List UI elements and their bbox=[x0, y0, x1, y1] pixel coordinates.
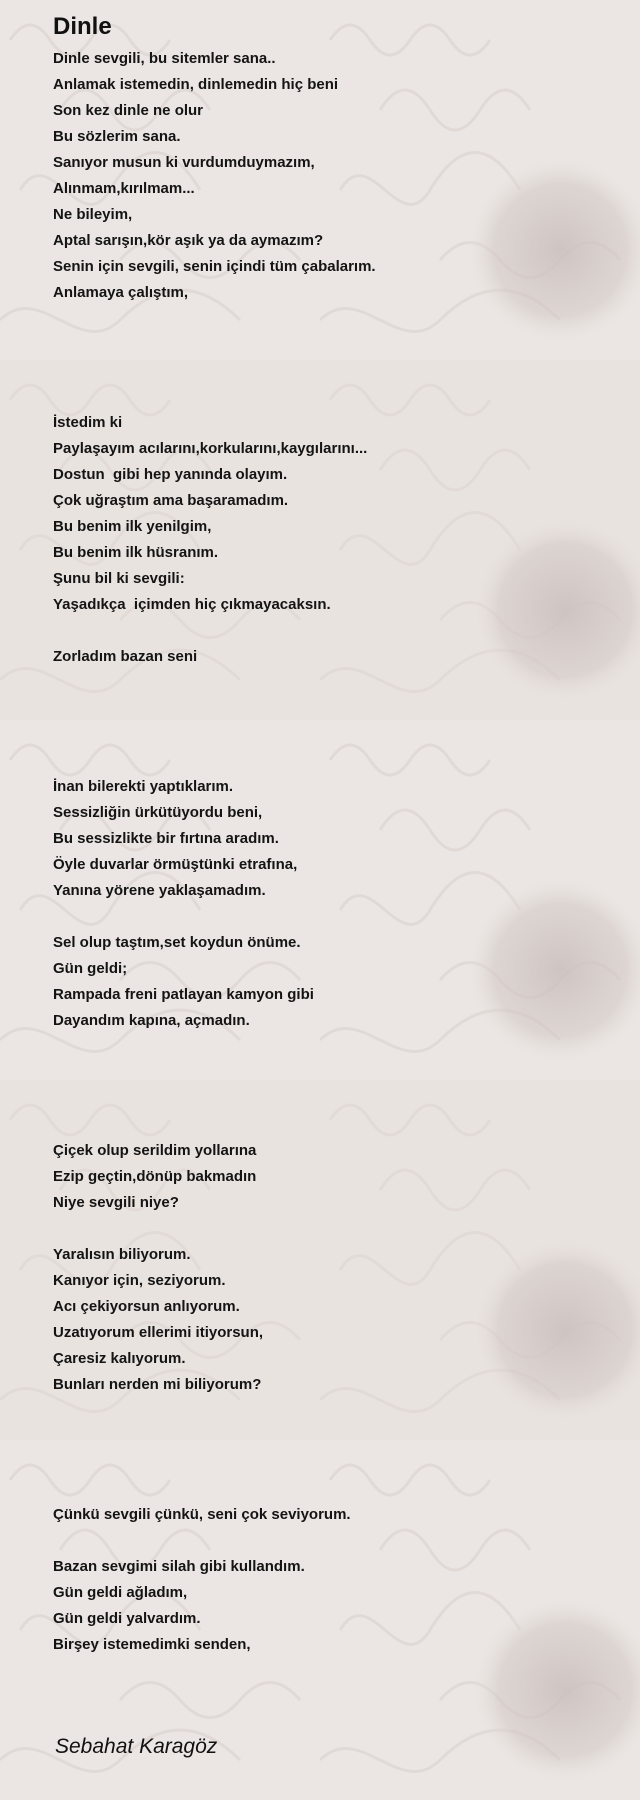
poem-line: Öyle duvarlar örmüştünki etrafına, bbox=[53, 856, 298, 873]
poem-line: Acı çekiyorsun anlıyorum. bbox=[53, 1298, 240, 1315]
poem-line bbox=[53, 306, 613, 332]
poem-line: Ne bileyim, bbox=[53, 206, 133, 223]
poem-line: Çok uğraştım ama başaramadım. bbox=[53, 492, 289, 509]
poem-container bbox=[53, 10, 613, 1658]
poem-line: Aptal sarışın,kör aşık ya da aymazım? bbox=[53, 232, 324, 249]
poem-line: Kanıyor için, seziyorum. bbox=[53, 1272, 226, 1289]
poem-line bbox=[53, 1086, 613, 1112]
poem-line bbox=[53, 748, 613, 774]
poem-line bbox=[53, 1476, 613, 1502]
poem-line bbox=[53, 1060, 613, 1086]
poem-line: Bu sözlerim sana. bbox=[53, 128, 181, 145]
poem-line: Bu sessizlikte bir fırtına aradım. bbox=[53, 830, 279, 847]
poem-line: İstedim ki bbox=[53, 414, 123, 431]
poem-line bbox=[53, 1398, 613, 1424]
poem-line: Rampada freni patlayan kamyon gibi bbox=[53, 986, 314, 1003]
poem-line bbox=[53, 1450, 613, 1476]
poem-line bbox=[53, 618, 613, 644]
poem-line: Sanıyor musun ki vurdumduymazım, bbox=[53, 154, 315, 171]
poem-author: Sebahat Karagöz bbox=[55, 1735, 218, 1758]
poem-line bbox=[53, 670, 613, 696]
poem-line: Anlamaya çalıştım, bbox=[53, 284, 189, 301]
poem-line bbox=[53, 1034, 613, 1060]
poem-line: Çaresiz kalıyorum. bbox=[53, 1350, 186, 1367]
poem-line: Paylaşayım acılarını,korkularını,kaygılarını... bbox=[53, 440, 368, 457]
poem-line: Niye sevgili niye? bbox=[53, 1194, 179, 1211]
poem-line: Çiçek olup serildim yollarına bbox=[53, 1142, 257, 1159]
poem-line: Çünkü sevgili çünkü, seni çok seviyorum. bbox=[53, 1506, 351, 1523]
poem-line: Dostun gibi hep yanında olayım. bbox=[53, 466, 288, 483]
poem-line: Sel olup taştım,set koydun önüme. bbox=[53, 934, 301, 951]
poem-line bbox=[53, 696, 613, 722]
poem-title: Dinle bbox=[53, 13, 112, 40]
poem-line bbox=[53, 358, 613, 384]
poem-line: Gün geldi; bbox=[53, 960, 128, 977]
poem-line: Dinle sevgili, bu sitemler sana.. bbox=[53, 50, 276, 67]
poem-line: Ezip geçtin,dönüp bakmadın bbox=[53, 1168, 257, 1185]
poem-line: Bunları nerden mi biliyorum? bbox=[53, 1376, 262, 1393]
poem-line: Son kez dinle ne olur bbox=[53, 102, 204, 119]
poem-line: Bu benim ilk hüsranım. bbox=[53, 544, 219, 561]
poem-body bbox=[53, 46, 613, 1658]
poem-line: İnan bilerekti yaptıklarım. bbox=[53, 778, 234, 795]
poem-line: Yanına yörene yaklaşamadım. bbox=[53, 882, 266, 899]
poem-line bbox=[53, 1216, 613, 1242]
poem-line: Alınmam,kırılmam... bbox=[53, 180, 195, 197]
poem-line: Birşey istemedimki senden, bbox=[53, 1636, 251, 1653]
poem-line bbox=[53, 384, 613, 410]
poem-line bbox=[53, 1112, 613, 1138]
poem-line bbox=[53, 332, 613, 358]
poem-line: Dayandım kapına, açmadın. bbox=[53, 1012, 250, 1029]
poem-line: Sessizliğin ürkütüyordu beni, bbox=[53, 804, 263, 821]
poem-line bbox=[53, 1424, 613, 1450]
poem-line: Yaralısın biliyorum. bbox=[53, 1246, 191, 1263]
poem-line: Anlamak istemedin, dinlemedin hiç beni bbox=[53, 76, 339, 93]
poem-line: Gün geldi ağladım, bbox=[53, 1584, 188, 1601]
poem-line: Gün geldi yalvardım. bbox=[53, 1610, 201, 1627]
poem-line: Uzatıyorum ellerimi itiyorsun, bbox=[53, 1324, 264, 1341]
poem-line bbox=[53, 904, 613, 930]
poem-line bbox=[53, 1528, 613, 1554]
poem-line bbox=[53, 722, 613, 748]
poem-line: Senin için sevgili, senin içindi tüm çabalarım. bbox=[53, 258, 376, 275]
poem-line: Bazan sevgimi silah gibi kullandım. bbox=[53, 1558, 305, 1575]
poem-line: Şunu bil ki sevgili: bbox=[53, 570, 185, 587]
poem-line: Yaşadıkça içimden hiç çıkmayacaksın. bbox=[53, 596, 331, 613]
poem-line: Bu benim ilk yenilgim, bbox=[53, 518, 212, 535]
poem-line: Zorladım bazan seni bbox=[53, 648, 198, 665]
